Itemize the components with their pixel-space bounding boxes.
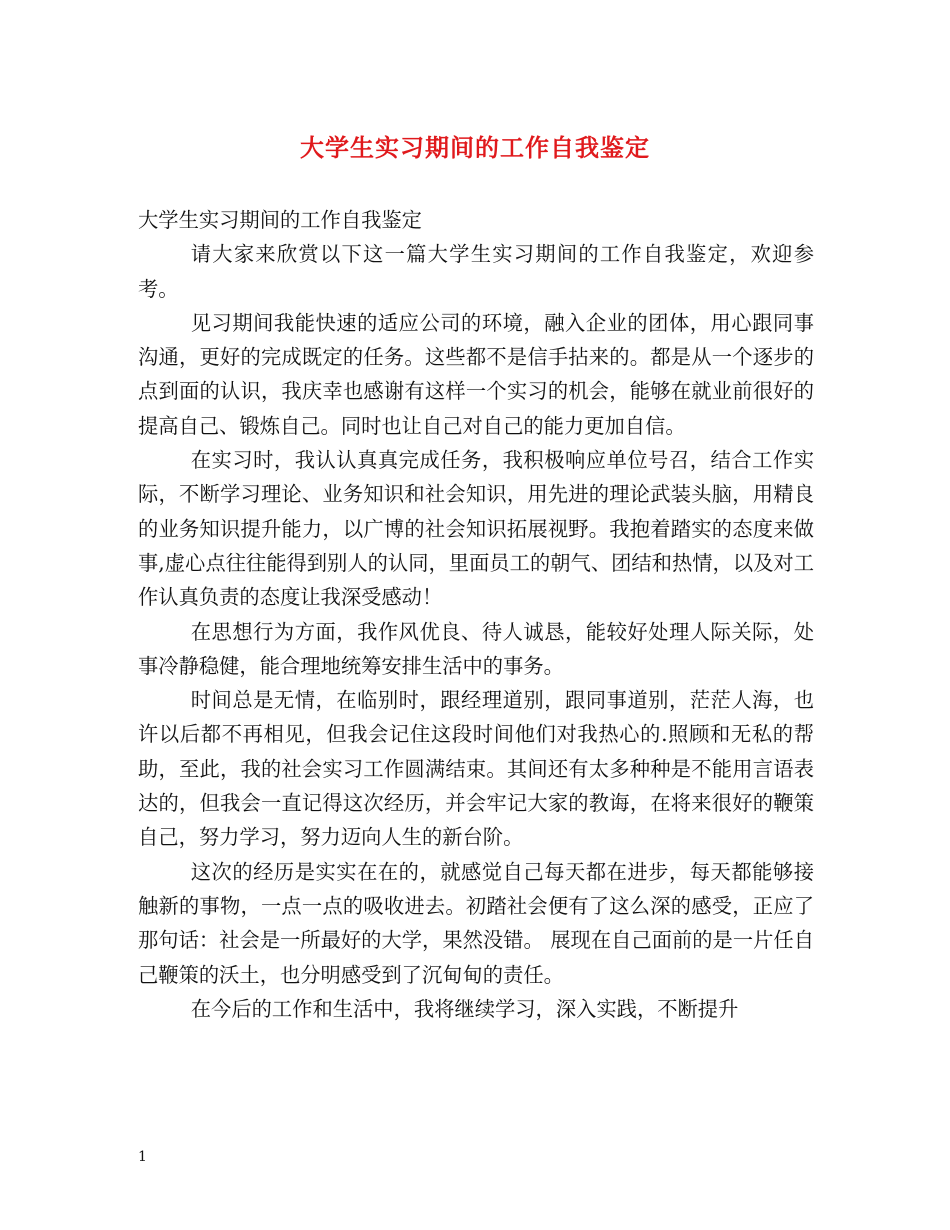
document-body (138, 203, 814, 1026)
paragraph-3: 在实习时，我认认真真完成任务，我积极响应单位号召，结合工作实际，不断学习理论、业务知识和社会知识，用先进的理论武装头脑，用精良的业务知识提升能力，以广博的社会知识拓展视野。我抱着踏实的态度来做事,虚心点往往能得到别人的认同，里面员工的朝气、团结和热情，以及对工作认真负责的态度让我深受感动！ (138, 448, 814, 610)
body-subtitle: 大学生实习期间的工作自我鉴定 (138, 208, 422, 232)
page-number: 1 (138, 1149, 147, 1165)
paragraph-5: 时间总是无情，在临别时，跟经理道别，跟同事道别，茫茫人海，也许以后都不再相见，但我会记住这段时间他们对我热心的.照顾和无私的帮助，至此，我的社会实习工作圆满结束。其间还有太多种种是不能用言语表达的，但我会一直记得这次经历，并会牢记大家的教诲，在将来很好的鞭策自己，努力学习，努力迈向人生的新台阶。 (138, 688, 814, 850)
paragraph-2: 见习期间我能快速的适应公司的环境，融入企业的团体，用心跟同事沟通，更好的完成既定的任务。这些都不是信手拈来的。都是从一个逐步的点到面的认识，我庆幸也感谢有这样一个实习的机会，能够在就业前很好的提高自己、锻炼自己。同时也让自己对自己的能力更加自信。 (138, 310, 814, 438)
document-title: 大学生实习期间的工作自我鉴定 (300, 133, 650, 162)
paragraph-6: 这次的经历是实实在在的，就感觉自己每天都在进步，每天都能够接触新的事物，一点一点的吸收进去。初踏社会便有了这么深的感受，正应了那句话：社会是一所最好的大学，果然没错。 展现在自己面前的是一片任自己鞭策的沃土，也分明感受到了沉甸甸的责任。 (138, 859, 814, 987)
paragraph-1: 请大家来欣赏以下这一篇大学生实习期间的工作自我鉴定，欢迎参考。 (138, 242, 814, 301)
paragraph-7: 在今后的工作和生活中，我将继续学习，深入实践，不断提升 (190, 996, 739, 1021)
paragraph-4: 在思想行为方面，我作风优良、待人诚恳，能较好处理人际关际，处事冷静稳健，能合理地统筹安排生活中的事务。 (138, 619, 814, 678)
